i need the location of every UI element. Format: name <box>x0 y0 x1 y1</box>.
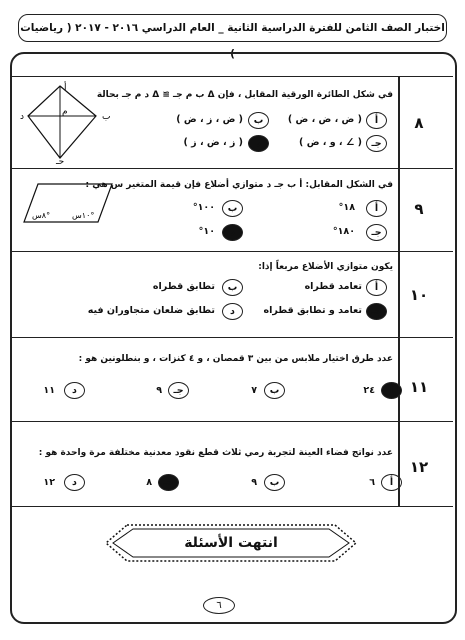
end-banner <box>103 522 359 564</box>
row-divider <box>12 506 453 507</box>
option-d[interactable]: تطابق ضلعان متجاوران فيه <box>87 305 215 316</box>
question-text: يكون متوازي الأضلاع مربعاً إذا: <box>258 262 393 272</box>
option-a-marker[interactable]: أ <box>381 474 402 491</box>
end-title: انتهت الأسئلة <box>184 535 278 551</box>
option-d-marker[interactable]: د <box>222 303 243 320</box>
option-d-marker[interactable]: د <box>64 474 85 491</box>
option-a[interactable]: ( ض ، ض ، ض ) <box>287 114 362 125</box>
option-a-marker[interactable]: أ <box>366 112 387 129</box>
option-c-marker-filled[interactable]: جـ <box>366 303 387 320</box>
option-a[interactable]: ٦ <box>369 477 375 488</box>
option-c[interactable]: تعامد و تطابق قطراه <box>263 305 362 316</box>
option-b[interactable]: تطابق قطراه <box>152 281 215 292</box>
option-a-marker[interactable]: أ <box>366 200 387 217</box>
option-a-marker[interactable]: أ <box>366 279 387 296</box>
option-d[interactable]: ١١ <box>43 385 55 396</box>
question-text: في شكل الطائرة الورقية المقابل ، فإن Δ ب م جـ ≅ Δ د م جـ بحالة <box>96 90 393 100</box>
option-c-marker[interactable]: جـ <box>366 224 387 241</box>
row-divider <box>12 76 453 77</box>
kite-figure <box>20 80 120 164</box>
option-d[interactable]: ١٢ <box>43 477 55 488</box>
option-a[interactable]: ١٨° <box>338 202 355 213</box>
option-b[interactable]: ١٠٠° <box>192 202 215 213</box>
question-text: عدد نواتج فضاء العينة لتجربة رمي ثلاث قطع نقود معدنية مختلفة مرة واحدة هو : <box>38 448 393 458</box>
row-divider <box>12 337 453 338</box>
exam-header: اختبار الصف الثامن للفترة الدراسية الثانية _ العام الدراسي ٢٠١٦ - ٢٠١٧ ( رياضيات ) <box>18 14 447 42</box>
row-divider <box>12 168 453 169</box>
option-b[interactable]: ٧ <box>251 385 257 396</box>
option-c-marker[interactable]: جـ <box>366 135 387 152</box>
page-number: ٦ <box>203 597 235 614</box>
option-c-marker-filled[interactable]: جـ <box>158 474 179 491</box>
question-text: في الشكل المقابل: أ ب جـ د متوازي أضلاع فإن قيمة المتغير س هي : <box>85 180 393 190</box>
option-a[interactable]: ٢٤ <box>363 385 375 396</box>
kite-label-center: م <box>62 107 68 117</box>
kite-label-right: ب <box>102 112 111 122</box>
option-c[interactable]: ٩ <box>156 385 162 396</box>
option-c-marker[interactable]: جـ <box>168 382 189 399</box>
number-column-divider <box>398 76 400 506</box>
kite-label-left: د <box>20 112 25 122</box>
option-b-marker[interactable]: ب <box>264 474 285 491</box>
option-d-marker[interactable]: د <box>64 382 85 399</box>
question-text: عدد طرق اختيار ملابس من بين ٣ قمصان ، و ٤ كنزات ، و بنطلونين هو : <box>78 354 393 364</box>
para-angle-2: ٨س° <box>32 211 51 220</box>
question-number: ٩ <box>414 200 424 218</box>
kite-label-bottom: جـ <box>56 157 65 164</box>
option-b[interactable]: ( ض ، ز ، ض ) <box>176 114 243 125</box>
parallelogram-figure <box>20 174 120 234</box>
option-b-marker[interactable]: ب <box>222 279 243 296</box>
option-c[interactable]: ٨ <box>146 477 152 488</box>
question-number: ١٠ <box>409 286 429 304</box>
option-b[interactable]: ٩ <box>251 477 257 488</box>
row-divider <box>12 251 453 252</box>
option-d[interactable]: ( ز ، ض ، ز ) <box>183 137 243 148</box>
option-b-marker[interactable]: ب <box>264 382 285 399</box>
row-divider <box>12 421 453 422</box>
option-c[interactable]: ١٨٠° <box>332 226 355 237</box>
option-d[interactable]: ١٠° <box>198 226 215 237</box>
option-d-marker-filled[interactable]: د <box>222 224 243 241</box>
question-number: ١١ <box>409 378 429 396</box>
option-a-marker-filled[interactable]: أ <box>381 382 402 399</box>
option-c[interactable]: ( ∠ ، و ، ض ) <box>299 137 362 148</box>
option-b-marker[interactable]: ب <box>248 112 269 129</box>
option-b-marker[interactable]: ب <box>222 200 243 217</box>
option-a[interactable]: تعامد قطراه <box>304 281 362 292</box>
para-angle-1: ١٠س° <box>72 211 95 220</box>
question-number: ١٢ <box>409 458 429 476</box>
option-d-marker-filled[interactable]: د <box>248 135 269 152</box>
question-number: ٨ <box>414 114 424 132</box>
kite-label-top: أ <box>64 83 67 93</box>
